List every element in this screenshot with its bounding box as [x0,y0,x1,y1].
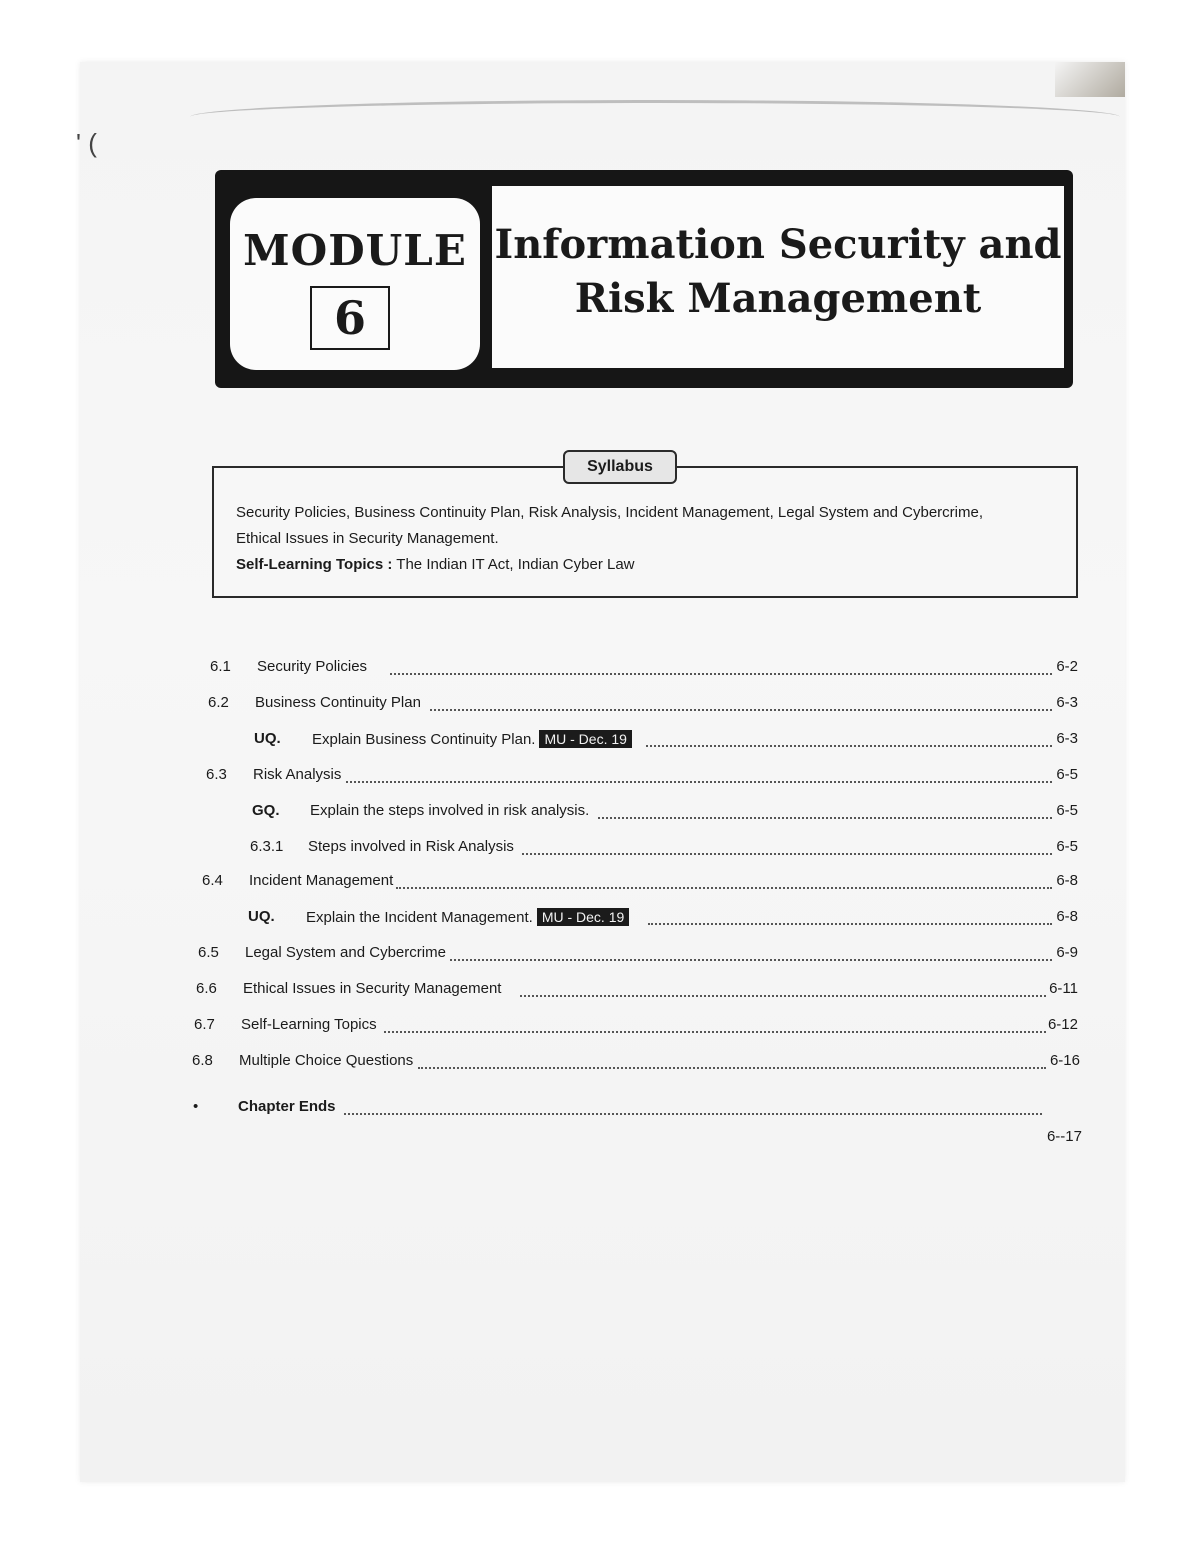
toc-page: 6-3 [1056,730,1078,747]
toc-label: Risk Analysis [253,766,342,783]
module-number: 6 [310,286,390,350]
dot-leader [430,709,1052,711]
exam-badge: MU - Dec. 19 [539,730,631,748]
toc-label: Chapter Ends [238,1098,336,1115]
toc-entry[interactable] [208,694,1078,718]
toc-number: 6.3 [206,766,227,783]
dot-leader [344,1113,1042,1115]
toc-label-text: Explain the Incident Management. [306,909,533,926]
margin-mark: ' ( [76,128,97,158]
toc-question-type: UQ. [254,730,281,747]
dot-leader [598,817,1052,819]
dot-leader [390,673,1052,675]
corner-shadow [1055,62,1125,97]
syllabus-line-2: Ethical Issues in Security Management. [236,530,499,547]
self-learning-topics [236,556,635,573]
toc-number: 6.7 [194,1016,215,1033]
toc-page: 6-11 [1049,980,1078,997]
toc-number: 6.2 [208,694,229,711]
toc-question-type: GQ. [252,802,280,819]
toc-entry[interactable] [202,872,1078,896]
toc-page: 6-12 [1047,1016,1078,1033]
toc-number: 6.5 [198,944,219,961]
toc-label: Multiple Choice Questions [239,1052,414,1069]
toc-label: Explain the steps involved in risk analysis. [310,802,590,819]
toc-page: 6-8 [1056,872,1078,889]
toc-entry[interactable] [252,802,1078,826]
module-word: MODULE [243,226,467,275]
toc-page: 6-3 [1056,694,1078,711]
chapter-title-line-2: Risk Management [574,275,982,322]
toc-entry[interactable] [192,1052,1080,1076]
toc-entry[interactable] [250,838,1078,862]
bullet-icon: • [193,1098,199,1115]
syllabus-text [236,500,1056,552]
toc-page: 6-5 [1056,838,1078,855]
dot-leader [418,1067,1046,1069]
dot-leader [396,887,1052,889]
toc-number: 6.1 [210,658,231,675]
toc-entry[interactable] [196,980,1078,1004]
chapter-title [492,218,1064,326]
toc-page: 6-2 [1056,658,1078,675]
dot-leader [646,745,1052,747]
toc-page: 6-16 [1049,1052,1080,1069]
syllabus-tag: Syllabus [563,450,677,484]
toc-number: 6.4 [202,872,223,889]
dot-leader [648,923,1052,925]
toc-number: 6.6 [196,980,217,997]
toc-label: Business Continuity Plan [255,694,421,711]
toc-label: Security Policies [257,658,368,675]
chapter-title-box [492,186,1064,368]
dot-leader [522,853,1052,855]
toc-question-type: UQ. [248,908,275,925]
toc-entry[interactable] [192,1098,1082,1145]
toc-label: Ethical Issues in Security Management [243,980,502,997]
toc-number: 6.8 [192,1052,213,1069]
toc-label: Self-Learning Topics [241,1016,377,1033]
dot-leader [384,1031,1046,1033]
toc-page: 6-5 [1056,766,1078,783]
toc-label [312,730,632,748]
syllabus-line-1: Security Policies, Business Continuity Plan, Risk Analysis, Incident Management, Legal System and Cybercrime, [236,504,984,521]
dot-leader [520,995,1046,997]
dot-leader [346,781,1052,783]
toc-entry[interactable] [248,908,1078,932]
toc-label: Incident Management [249,872,394,889]
toc-entry[interactable] [210,658,1078,682]
toc-label: Legal System and Cybercrime [245,944,446,961]
toc-number: 6.3.1 [250,838,284,855]
module-box [230,198,480,370]
toc-page: 6-8 [1056,908,1078,925]
toc-page: 6--17 [1046,1128,1082,1145]
toc-entry[interactable] [198,944,1078,968]
toc-label-text: Explain Business Continuity Plan. [312,731,536,748]
toc-entry[interactable] [206,766,1078,790]
chapter-title-line-1: Information Security and [494,221,1062,268]
toc-entry[interactable] [194,1016,1078,1040]
self-learning-text: The Indian IT Act, Indian Cyber Law [392,556,635,573]
toc-entry[interactable] [254,730,1078,754]
toc-label: Steps involved in Risk Analysis [308,838,514,855]
dot-leader [450,959,1052,961]
self-learning-label: Self-Learning Topics : [236,556,393,573]
toc-page: 6-5 [1056,802,1078,819]
toc-page: 6-9 [1056,944,1078,961]
exam-badge: MU - Dec. 19 [537,908,629,926]
toc-label [306,908,629,926]
